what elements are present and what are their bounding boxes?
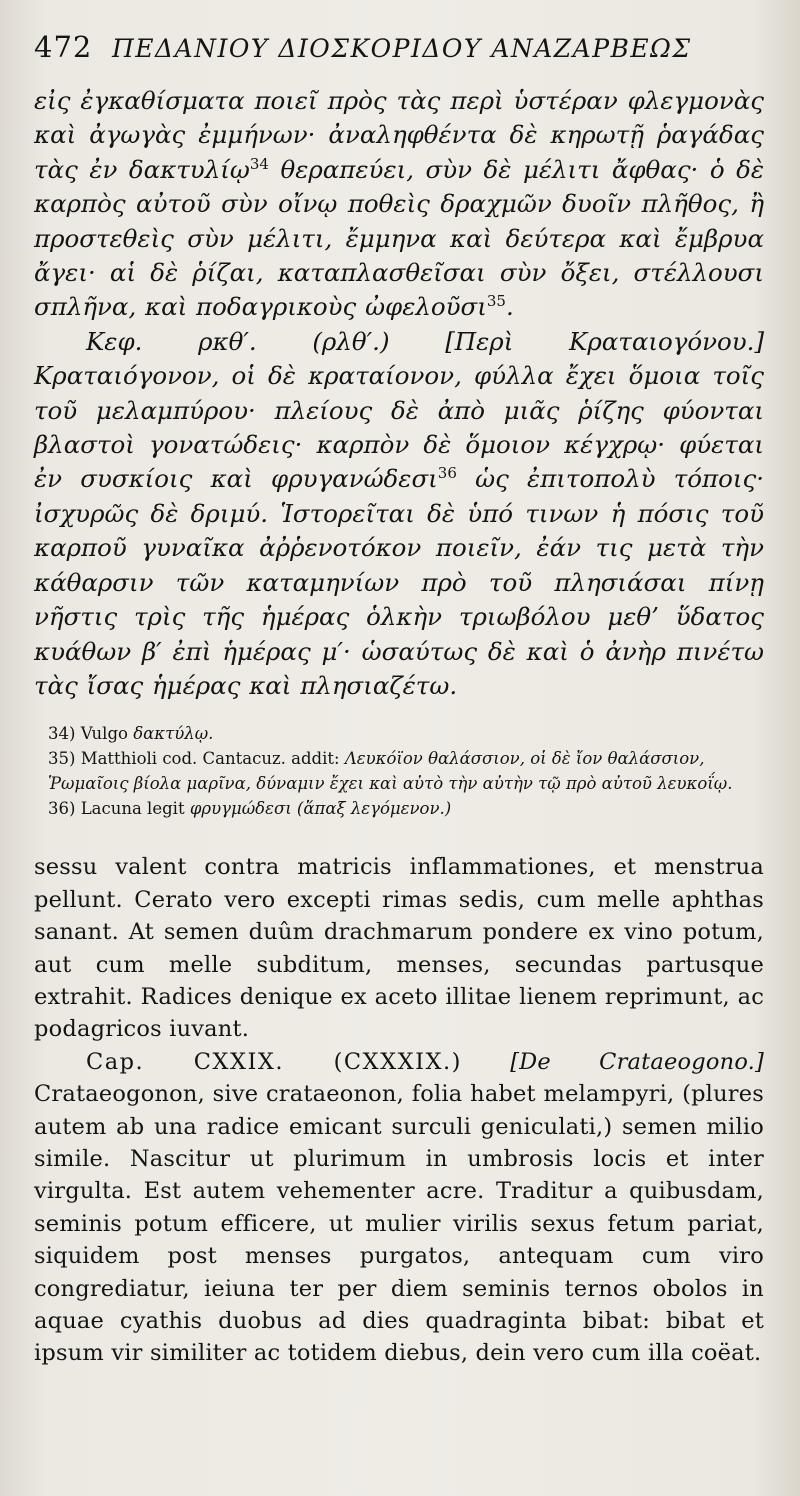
- running-head: ΠΕΔΑΝΙΟΥ ΔΙΟΣΚΟΡΙΔΟΥ ΑΝΑΖΑΡΒΕΩΣ: [112, 34, 692, 63]
- footnote-ref-35: 35: [486, 292, 506, 311]
- footnote-ref-36: 36: [437, 464, 457, 483]
- footnote-36: 36) Lacuna legit φρυγμώδεσι (ἅπαξ λεγόμενον.): [48, 799, 452, 819]
- page-header: [34, 30, 764, 84]
- chapter-label: Cap. CXXIX. (CXXXIX.): [86, 1048, 462, 1075]
- footnote-34: 34) Vulgo δακτύλῳ.: [48, 724, 214, 744]
- latin-paragraph-2: Cap. CXXIX. (CXXXIX.) [De Crataeogono.] Crataeogonon, sive crataeonon, folia habet melampyri, (plures autem ab una radice emicant surculi geniculati,) semen milio simile. Nascitur ut plurimum in umbrosis locis et inter virgulta. Est autem vehementer acre. Traditur a quibusdam, seminis potum efficere, ut mulier virilis sexus fetum pariat, siquidem post menses purgatos, antequam cum viro congrediatur, ieiuna ter per diem seminis ternos obolos in aquae cyathis duobus ad dies quadraginta bibat: bibat et ipsum vir similiter ac totidem diebus, dein vero cum illa coëat.: [34, 1048, 764, 1367]
- page-number: 472: [34, 30, 93, 64]
- footnote-ref-34: 34: [249, 154, 269, 173]
- chapter-title: [De Crataeogono.]: [510, 1048, 764, 1075]
- latin-paragraph-1: sessu valent contra matricis inflammationes, et menstrua pellunt. Cerato vero excepti rimas sedis, cum melle aphthas sanant. At semen duûm drachmarum pondere ex vino potum, aut cum melle subditum, menses, secundas partusque extrahit. Radices denique ex aceto illitae lienem reprimunt, ac podagricos iuvant.: [34, 854, 764, 1043]
- greek-paragraph-2: Κεφ. ρκθ′. (ρλθ′.) [Περὶ Κραταιογόνου.] Κραταιόγονον, οἱ δὲ κραταίονον, φύλλα ἔχει ὅμοια τοῖς τοῦ μελαμπύρου· πλείους δὲ ἀπὸ μιᾶς ῥίζης φύονται βλαστοὶ γονατώδεις· καρπὸν δὲ ὅμοιον κέγχρῳ· φύεται ἐν συσκίοις καὶ φρυγανώδεσι$^{36}$ ὡς ἐπιτοπολὺ τόποις· ἰσχυρῶς δὲ δριμύ. Ἱστορεῖται δὲ ὑπό τινων ἡ πόσις τοῦ καρποῦ γυναῖκα ἀῤῥενοτόκον ποιεῖν, ἐάν τις μετὰ τὴν κάθαρσιν τῶν καταμηνίων πρὸ τοῦ πλησιάσαι πίνῃ νῆστις τρὶς τῆς ἡμέρας ὁλκὴν τριωβόλου μεθ’ ὕδατος κυάθων β′ ἐπὶ ἡμέρας μ′· ὡσαύτως δὲ καὶ ὁ ἀνὴρ πινέτω τὰς ἴσας ἡμέρας καὶ πλησιαζέτω.: [34, 326, 764, 700]
- footnotes: [34, 721, 764, 821]
- latin-text: [34, 851, 764, 1370]
- footnote-35: 35) Matthioli cod. Cantacuz. addit: Λευκόϊον θαλάσσιον, οἱ δὲ ἴον θαλάσσιον, Ῥωμαῖοις βίολα μαρῖνα, δύναμιν ἔχει καὶ αὐτὸ τὴν αὐτὴν τῷ πρὸ αὐτοῦ λευκοΐῳ.: [48, 749, 733, 794]
- greek-paragraph-1: εἰς ἐγκαθίσματα ποιεῖ πρὸς τὰς περὶ ὑστέραν φλεγμονὰς καὶ ἀγωγὰς ἐμμήνων· ἀναληφθέντα δὲ κηρωτῇ ῥαγάδας τὰς ἐν δακτυλίῳ$^{34}$ θεραπεύει, σὺν δὲ μέλιτι ἄφθας· ὁ δὲ καρπὸς αὐτοῦ σὺν οἴνῳ ποθεὶς δραχμῶν δυοῖν πλῆθος, ἢ προστεθεὶς σὺν μέλιτι, ἔμμηνα καὶ δεύτερα καὶ ἔμβρυα ἄγει· αἱ δὲ ῥίζαι, καταπλασθεῖσαι σὺν ὄξει, στέλλουσι σπλῆνα, καὶ ποδαγρικοὺς ὠφελοῦσι$^{35}$.: [34, 86, 765, 322]
- greek-text: [34, 84, 764, 703]
